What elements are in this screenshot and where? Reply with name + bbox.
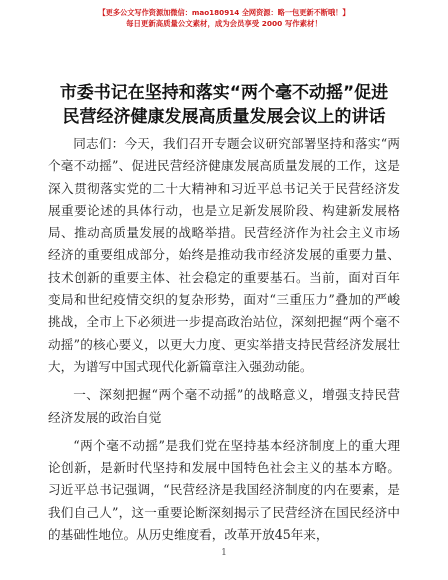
page-number: 1: [221, 548, 227, 558]
paragraph-section-1: “两个毫不动摇”是我们党在坚持基本经济制度上的重大理论创新，是新时代坚持和发展中国特色社会主义的基本方略。习近平总书记强调，“民营经济是我国经济制度的内在要素，是我们自己人”，这一重要论断深刻揭示了民营经济在国民经济中的基础性地位。从历史维度看，改革开放45年来，: [48, 437, 400, 543]
section-heading-1: 一、深刻把握“两个毫不动摇”的战略意义，增强支持民营经济发展的政治自觉: [48, 387, 400, 425]
title-line-1: 市委书记在坚持和落实“两个毫不动摇”促进: [59, 83, 389, 103]
title-line-2: 民营经济健康发展高质量发展会议上的讲话: [62, 107, 386, 127]
document-body: [48, 133, 400, 546]
paragraph-opening: 同志们：今天，我们召开专题会议研究部署坚持和落实“两个毫不动摇”、促进民营经济健康发展高质量发展的工作，这是深入贯彻落实党的二十大精神和习近平总书记关于民营经济发展重要论述的具体行动，也是立足新发展阶段、构建新发展格局、推动高质量发展的战略举措。民营经济作为社会主义市场经济的重要组成部分，始终是推动我市经济发展的重要力量、技术创新的重要主体、社会稳定的重要基石。当前，面对百年变局和世纪疫情交织的复杂形势，面对“三重压力”叠加的严峻挑战，全市上下必须进一步提高政治站位，深刻把握“两个毫不动摇”的核心要义，以更大力度、更实举措支持民营经济发展壮大，为谱写中国式现代化新篇章注入强劲动能。: [48, 136, 400, 374]
banner-line-2: 每日更新高质量公文素材，成为会员享受 2000 写作素材！: [126, 19, 322, 28]
banner-line-1: 【更多公文写作资源加微信：mao180914 全网资源：略一包更新不断哦！】: [98, 8, 350, 17]
promo-banner: [0, 7, 448, 29]
document-title: [0, 81, 448, 129]
